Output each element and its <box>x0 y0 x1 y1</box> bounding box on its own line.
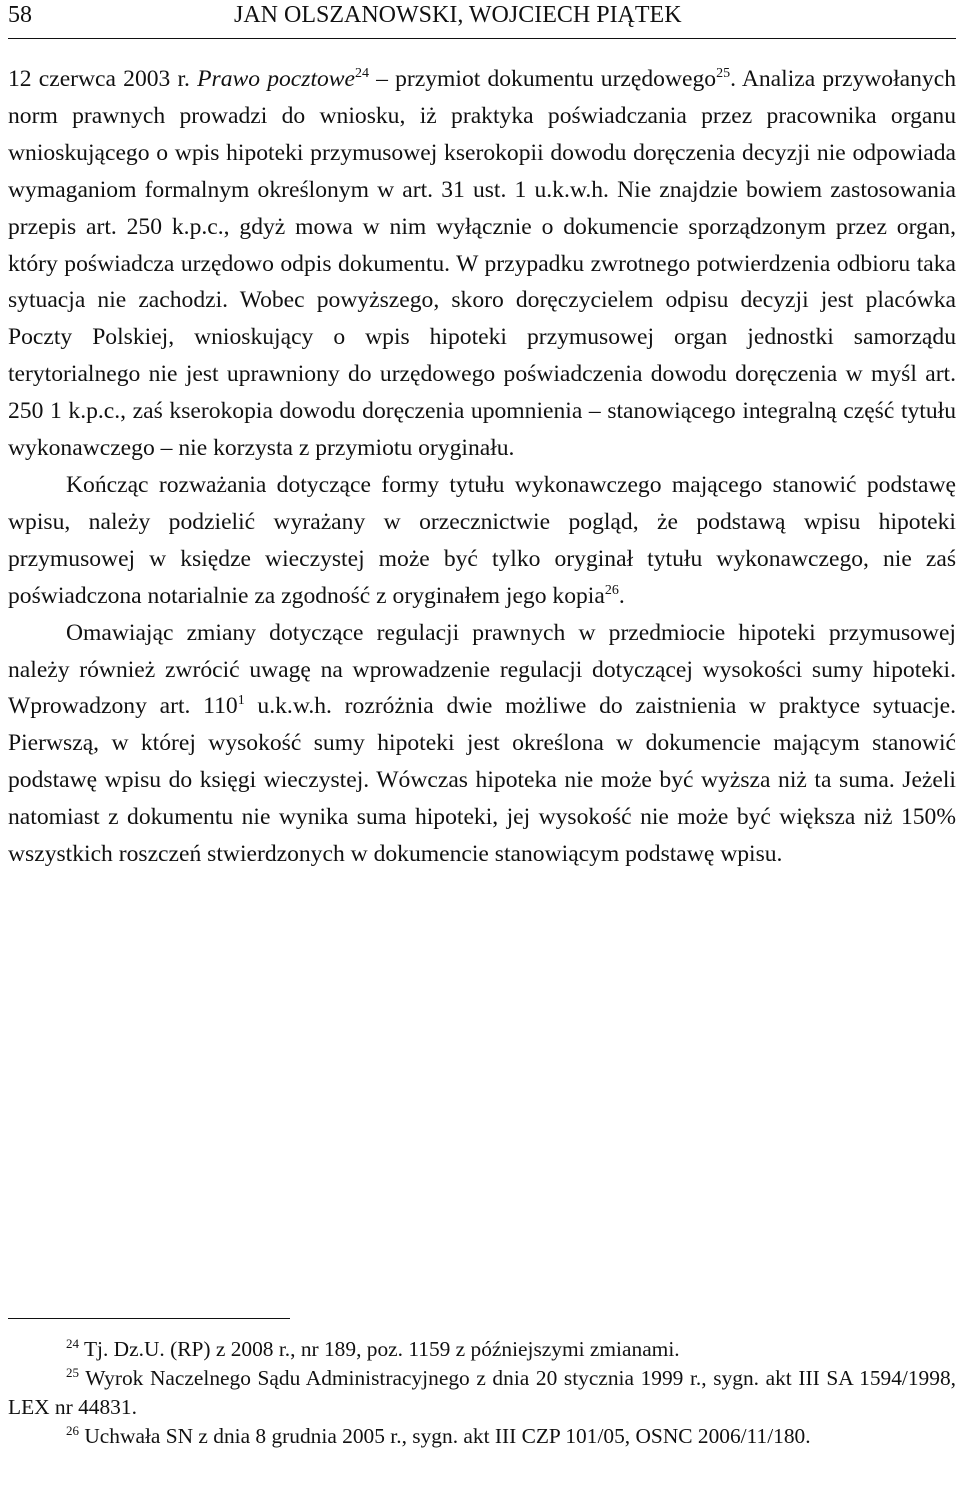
footnote-number: 26 <box>66 1423 79 1438</box>
paragraph-text: . Analiza przywołanych norm prawnych prowadzi do wniosku, iż praktyka poświadczania przez pracownika organu wnioskującego o wpis hipoteki przymusowej kserokopii dowodu doręczenia decyzji nie odpowiada wymaganiom formalnym określonym w art. 31 ust. 1 u.k.w.h. Nie znajdzie bowiem zastosowania przepis art. 250 k.p.c., gdyż mowa w nim wyłącznie o dokumencie sporządzonym przez organ, który poświadcza urzędowo odpis dokumentu. W przypadku zwrotnego potwierdzenia odbioru taka sytuacja nie zachodzi. Wobec powyższego, skoro doręczycielem odpisu decyzji jest placówka Poczty Polskiej, wnioskujący o wpis hipoteki przymusowej organ jednostki samorządu terytorialnego nie jest uprawniony do urzędowego poświadczenia dowodu doręczenia w myśl art. 250 1 k.p.c., zaś kserokopia dowodu doręczenia upomnienia – stanowiącego integralną część tytułu wykonawczego – nie korzysta z przymiotu oryginału. <box>8 66 956 462</box>
footnote <box>8 1364 956 1422</box>
footnote <box>8 1335 956 1364</box>
footnote-reference: 24 <box>355 66 370 81</box>
footnote-text: Tj. Dz.U. (RP) z 2008 r., nr 189, poz. 1159 z późniejszymi zmianami. <box>83 1337 680 1361</box>
footnote-list <box>8 1335 956 1451</box>
footnote-text-block <box>8 1364 956 1422</box>
paragraph-text: u.k.w.h. rozróżnia dwie możliwe do zaistnienia w praktyce sytuacje. Pierwszą, w której wysokość sumy hipoteki jest określona w dokumencie mającym stanowić podstawę wpisu do księgi wieczystej. Wówczas hipoteka nie może być wyższa niż ta suma. Jeżeli natomiast z dokumentu nie wynika suma hipoteki, jej wysokość nie może być większa niż 150% wszystkich roszczeń stwierdzonych w dokumencie stanowiącym podstawę wpisu. <box>8 693 956 868</box>
paragraph-text: 12 czerwca 2003 r. <box>8 66 198 92</box>
running-header <box>8 0 956 39</box>
footnote-text-block <box>8 1422 956 1451</box>
footnote-text-block <box>8 1335 956 1364</box>
footnote-separator <box>8 1318 290 1319</box>
body-paragraph <box>8 467 956 615</box>
body-paragraph <box>8 61 956 467</box>
running-title: JAN OLSZANOWSKI, WOJCIECH PIĄTEK <box>234 2 682 28</box>
footnote-text: Wyrok Naczelnego Sądu Administracyjnego z dnia 20 stycznia 1999 r., sygn. akt III SA 1594/1998, LEX nr 44831. <box>8 1366 956 1419</box>
body-paragraph <box>8 615 956 873</box>
paragraph-text: . <box>618 582 625 609</box>
footnote-number: 24 <box>66 1336 79 1351</box>
footnotes <box>8 1318 956 1451</box>
footnote-reference: 25 <box>716 66 731 81</box>
paragraph-text: Omawiając zmiany dotyczące regulacji prawnych w przedmiocie hipoteki przymusowej należy również zwrócić uwagę na wprowadzenie regulacji dotyczącej wysokości sumy hipoteki. Wprowadzony art. 110 <box>8 619 956 720</box>
paragraph-text: Kończąc rozważania dotyczące formy tytułu wykonawczego mającego stanowić podstawę wpisu, należy podzielić wyrażany w orzecznictwie pogląd, że podstawą wpisu hipoteki przymusowej w księdze wieczystej może być tylko oryginał tytułu wykonawczego, nie zaś poświadczona notarialnie za zgodność z oryginałem jego kopia <box>8 471 956 609</box>
italic-title: Prawo pocztowe <box>197 66 356 92</box>
paragraph-text: – przymiot dokumentu urzędowego <box>369 66 717 92</box>
footnote-reference: 1 <box>237 693 245 709</box>
page <box>8 0 956 873</box>
footnote <box>8 1422 956 1451</box>
footnote-reference: 26 <box>604 582 619 598</box>
body-text <box>8 61 956 873</box>
footnote-number: 25 <box>66 1365 79 1380</box>
footnote-text: Uchwała SN z dnia 8 grudnia 2005 r., sygn. akt III CZP 101/05, OSNC 2006/11/180. <box>84 1424 811 1448</box>
page-number: 58 <box>8 2 32 28</box>
